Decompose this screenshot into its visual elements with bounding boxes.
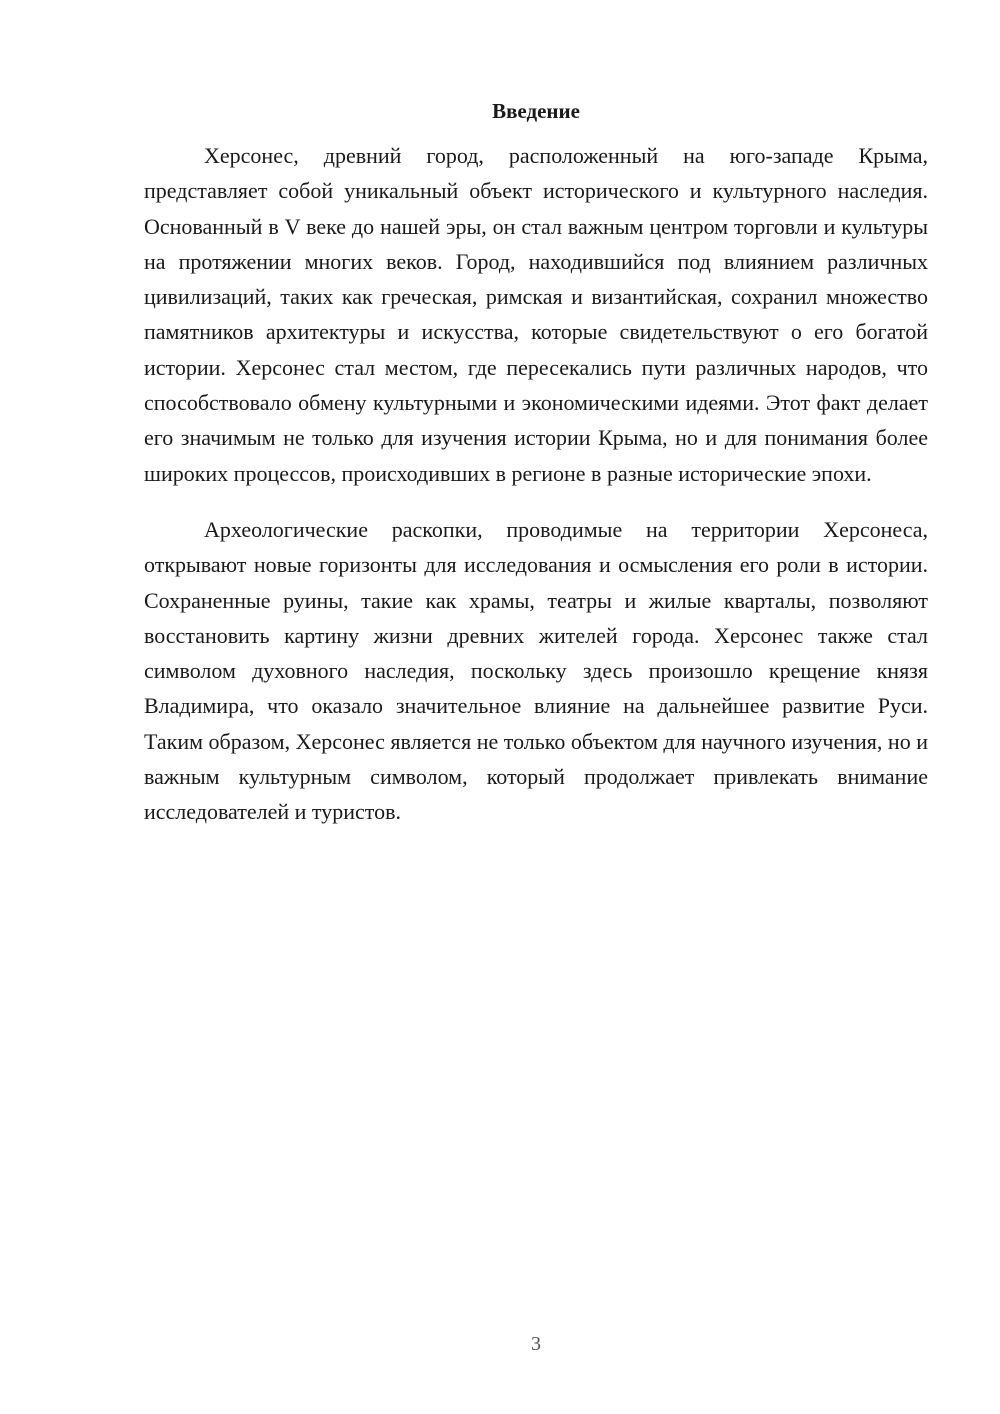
- page-content: [144, 96, 928, 830]
- paragraph-2: Археологические раскопки, проводимые на территории Херсонеса, открывают новые горизонты для исследования и осмысления его роли в истории. Сохраненные руины, такие как храмы, театры и жилые кварталы, позволяют восстановить картину жизни древних жителей города. Херсонес также стал символом духовного наследия, поскольку здесь произошло крещение князя Владимира, что оказало значительное влияние на дальнейшее развитие Руси. Таким образом, Херсонес является не только объектом для научного изучения, но и важным культурным символом, который продолжает привлекать внимание исследователей и туристов.: [144, 516, 928, 825]
- paragraph-1: Херсонес, древний город, расположенный на юго-западе Крыма, представляет собой уникальный объект исторического и культурного наследия. Основанный в V веке до нашей эры, он стал важным центром торговли и культуры на протяжении многих веков. Город, находившийся под влиянием различных цивилизаций, таких как греческая, римская и византийская, сохранил множество памятников архитектуры и искусства, которые свидетельствуют о его богатой истории. Херсонес стал местом, где пересекались пути различных народов, что способствовало обмену культурными и экономическими идеями. Этот факт делает его значимым не только для изучения истории Крыма, но и для понимания более широких процессов, происходивших в регионе в разные исторические эпохи.: [144, 143, 928, 486]
- page-number: 3: [531, 1333, 541, 1355]
- section-heading: Введение: [492, 99, 580, 123]
